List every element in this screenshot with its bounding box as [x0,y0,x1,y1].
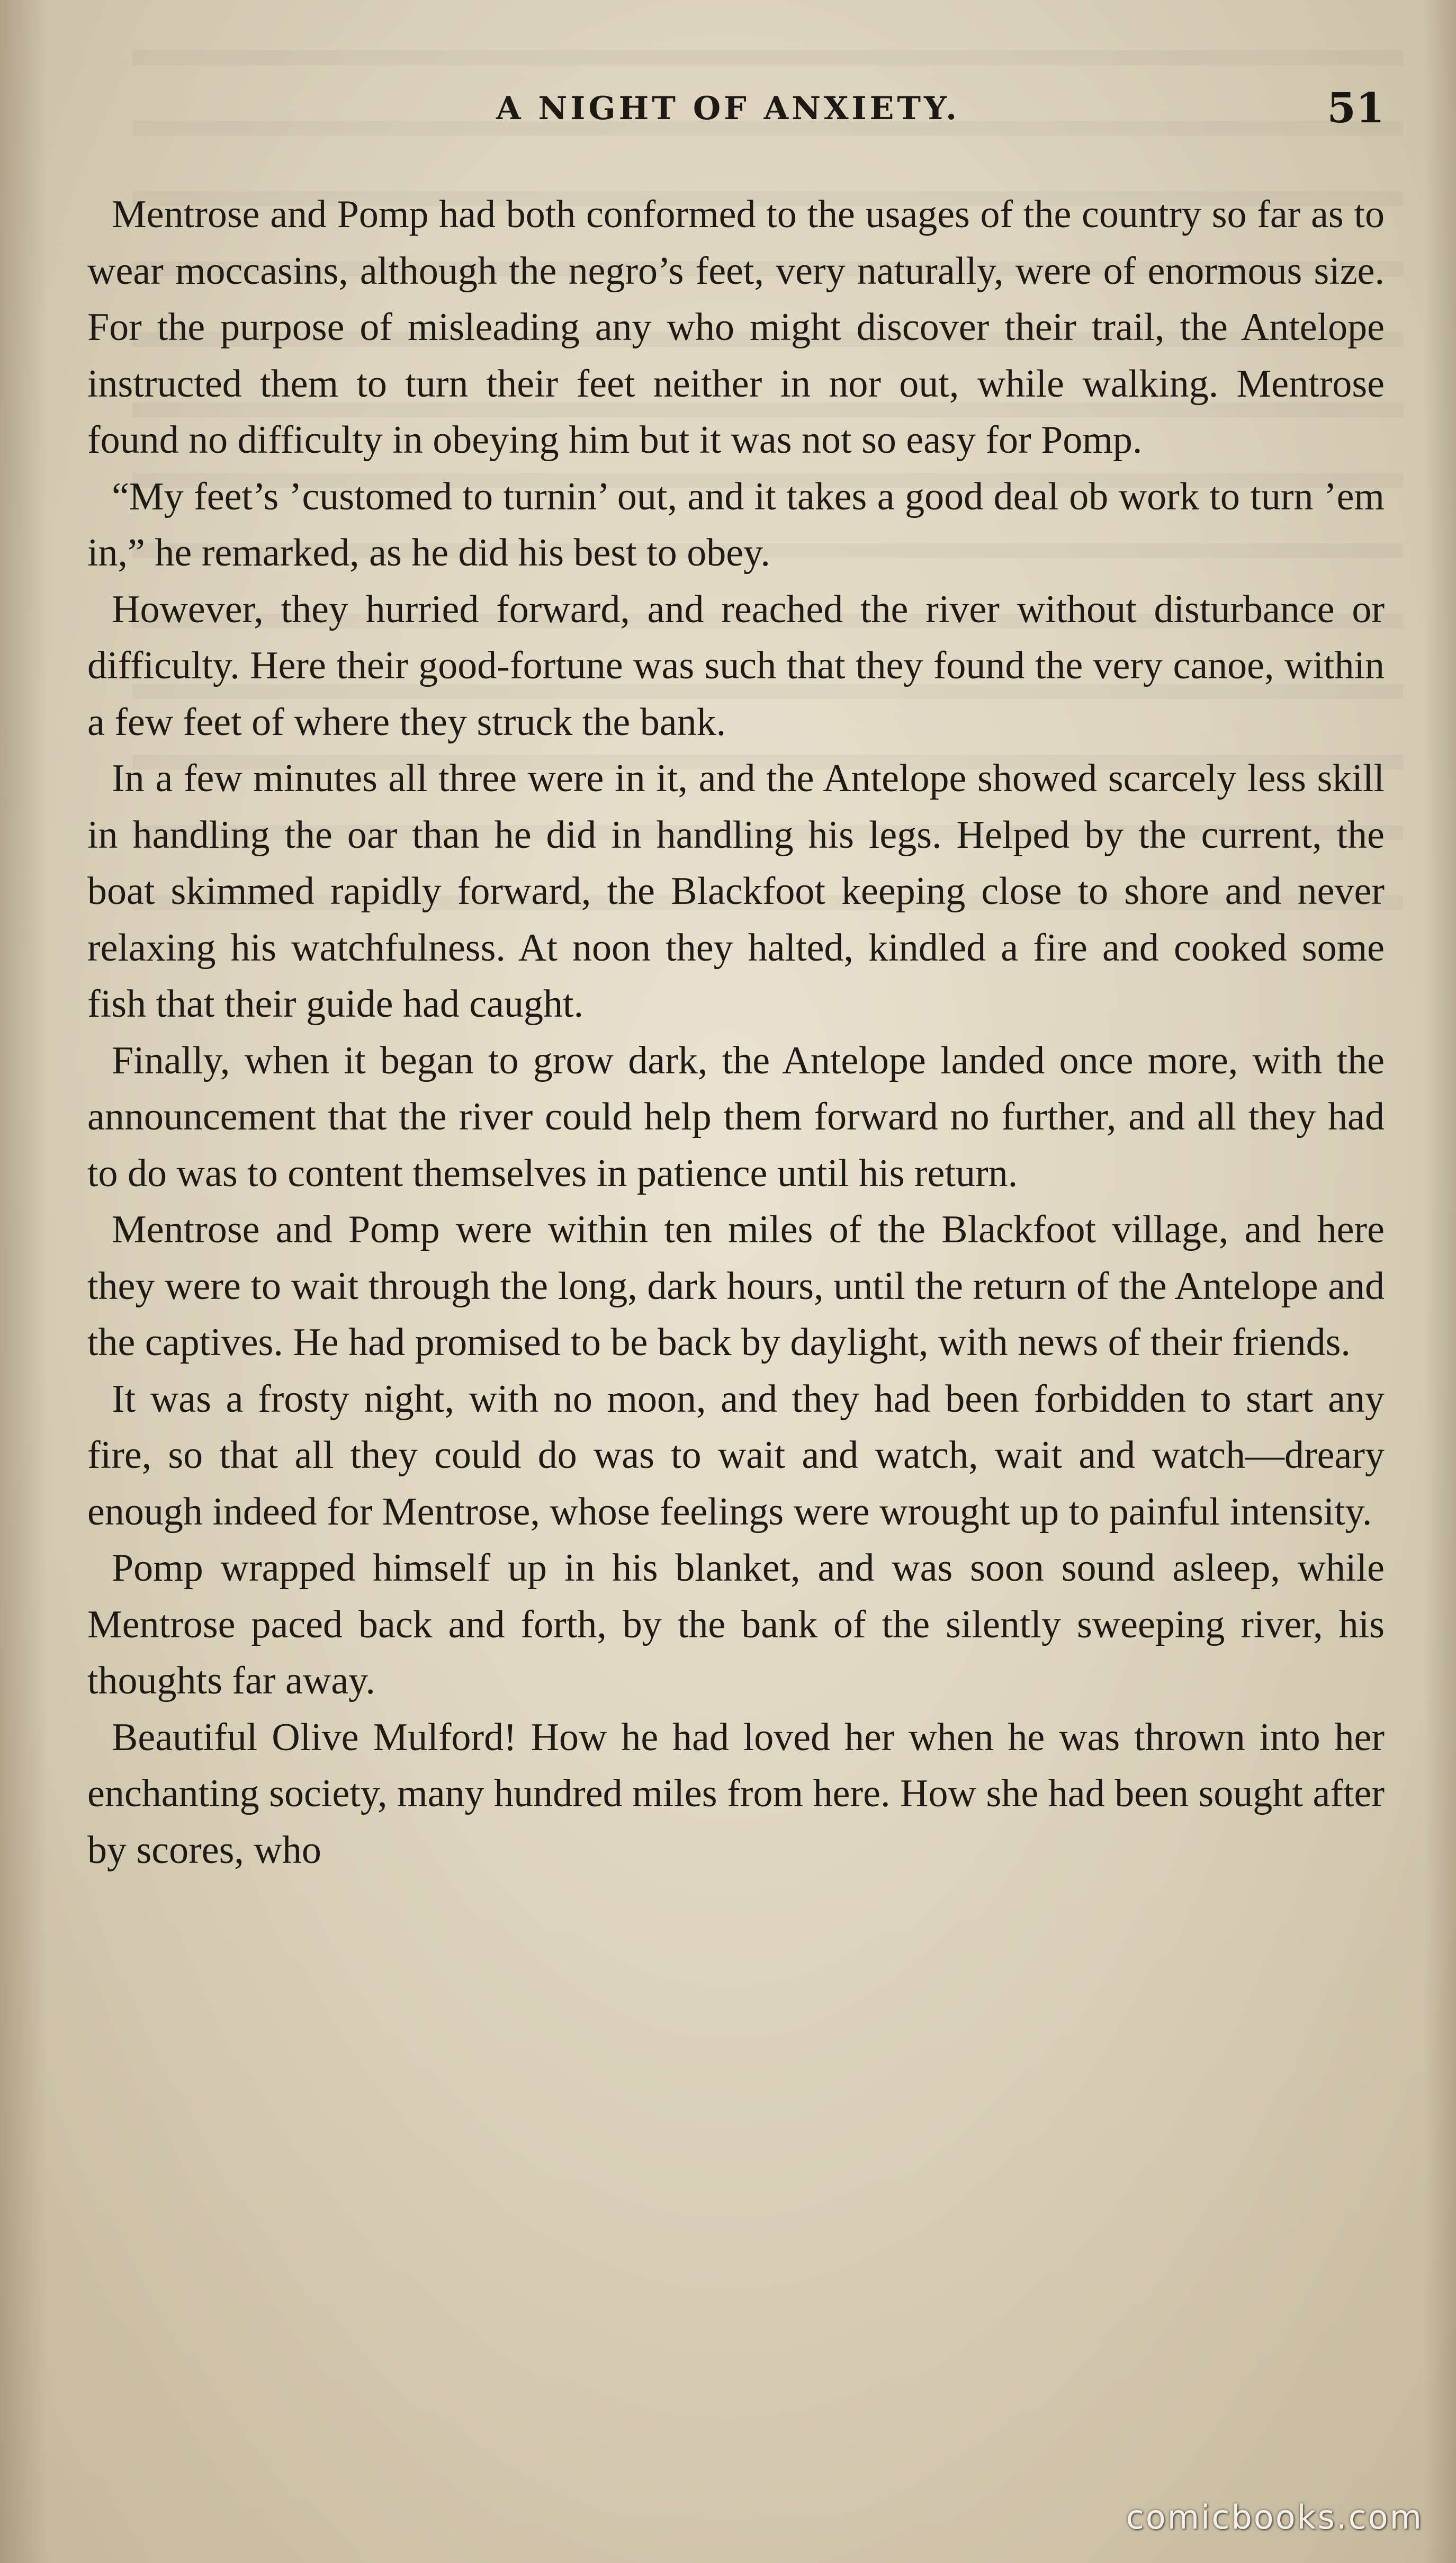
paragraph: In a few minutes all three were in it, and the Antelope showed scarcely less skill in handling the oar than he did in handling his legs. Helped by the current, the boat skimmed rapidly forward, the Blackfoot keeping close to shore and never relaxing his watchfulness. At noon they halted, kindled a fire and cooked some fish that their guide had caught. [87,757,1385,1026]
paragraph: Pomp wrapped himself up in his blanket, and was soon sound asleep, while Mentrose paced back and forth, by the bank of the silently sweeping river, his thoughts far away. [87,1546,1385,1702]
page-number: 51 [1327,84,1385,132]
paragraph: Mentrose and Pomp were within ten miles of the Blackfoot village, and here they were to wait through the long, dark hours, until the return of the Antelope and the captives. He had promised to be back by daylight, with news of their friends. [87,1208,1385,1364]
paragraph: Finally, when it began to grow dark, the Antelope landed once more, with the announcement that the river could help them forward no further, and all they had to do was to content themselves in patience until his return. [87,1038,1385,1195]
paragraph: However, they hurried forward, and reached the river without disturbance or difficulty. Here their good-fortune was such that they found the very canoe, within a few feet of where they struck the bank. [87,587,1385,744]
page-edge-shadow-left [0,0,48,2563]
running-title: A NIGHT OF ANXIETY. [496,90,960,127]
page-header [0,79,1456,138]
body-text [87,186,1385,1878]
watermark: comicbooks.com [1126,2498,1423,2537]
paragraph: “My feet’s ’customed to turnin’ out, and it takes a good deal ob work to turn ’em in,” he remarked, as he did his best to obey. [87,474,1385,575]
paragraph: It was a frosty night, with no moon, and they had been forbidden to start any fire, so that all they could do was to wait and watch, wait and watch—dreary enough indeed for Mentrose, whose feelings were wrought up to painful intensity. [87,1377,1385,1534]
page-edge-shadow-right [1424,0,1456,2563]
paragraph: Beautiful Olive Mulford! How he had loved her when he was thrown into her enchanting society, many hundred miles from here. How she had been sought after by scores, who [87,1715,1385,1872]
paragraph: Mentrose and Pomp had both conformed to the usages of the country so far as to wear moccasins, although the negro’s feet, very naturally, were of enormous size. For the purpose of misleading any who might discover their trail, the Antelope instructed them to turn their feet neither in nor out, while walking. Mentrose found no difficulty in obeying him but it was not so easy for Pomp. [87,193,1385,462]
